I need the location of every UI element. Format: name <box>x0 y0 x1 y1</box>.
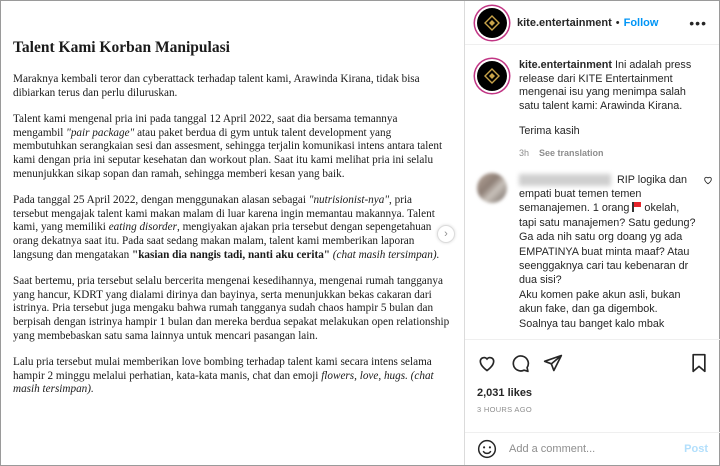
like-comment-heart-icon[interactable] <box>703 175 713 185</box>
likes-count[interactable]: 2,031 likes <box>477 387 533 399</box>
caption-thanks: Terima kasih <box>519 125 580 138</box>
comment-item <box>465 161 719 331</box>
document-title: Talent Kami Korban Manipulasi <box>13 39 230 56</box>
comment-input[interactable] <box>509 443 684 455</box>
red-flag-icon <box>632 202 641 212</box>
caption-avatar[interactable] <box>477 61 507 91</box>
comment-text-a: RIP logika dan empati buat temen temen semanajemen. 1 orang <box>519 173 688 215</box>
caption-body <box>519 59 707 161</box>
caption-meta <box>519 147 707 161</box>
add-comment-bar <box>465 432 720 465</box>
avatar[interactable] <box>477 8 507 38</box>
caption-time: 3h <box>519 147 530 158</box>
header-username[interactable]: kite.entertainment <box>517 16 612 29</box>
paragraph-1: Maraknya kembali teror dan cyberattack terhadap talent kami, Arawinda Kirana, tidak bisa dibiarkan terus dan perlu diluruskan. <box>13 73 420 99</box>
share-icon[interactable] <box>543 353 563 373</box>
follow-button[interactable]: Follow <box>623 16 659 29</box>
post-button[interactable]: Post <box>684 443 708 455</box>
separator-dot: • <box>615 16 620 29</box>
bookmark-icon[interactable] <box>690 353 708 373</box>
comment-text-b: okelah, tapi satu manajemen? Satu gedung? Ga ada nih satu org doang yg ada EMPATINYA buat minta maaf? Atau seenggaknya cari tau kebenaran dr dua sisi? <box>519 202 696 287</box>
press-release-document <box>1 1 464 397</box>
caption <box>465 45 719 161</box>
post-header <box>465 1 719 45</box>
comment-body <box>519 173 699 331</box>
paragraph-5: Lalu pria tersebut mulai memberikan love bombing terhadap talent kami secara intens selama hampir 2 minggu melalui perhatian, kata-kata manis, chat dan emoji flowers, love, hugs. (chat masih tersimpan). <box>13 356 434 396</box>
paragraph-4: Saat bertemu, pria tersebut selalu bercerita mengenai kesedihannya, mengenai rumah tangganya yang hancur, KDRT yang dialami dirinya dan bayinya, serta menunjukkan bekas cakaran dari istrinya. Pria tersebut juga mengaku bahwa rumah tangganya sudah chaos hampir 5 bulan dan berpisah dengan istrinya hampir 1 bulan dan mereka berdua sepakat melakukan open relationship yang membebaskan satu sama lainnya untuk mencari pasangan lain. <box>13 275 450 342</box>
blurred-username[interactable] <box>519 174 611 186</box>
comment-text-d: Soalnya tau banget kalo mbak <box>519 317 665 330</box>
kite-logo-icon <box>484 15 500 31</box>
post-image <box>1 1 464 465</box>
action-bar <box>465 339 720 414</box>
heart-icon[interactable] <box>477 353 497 373</box>
comment-icon[interactable] <box>510 353 530 373</box>
next-image-button[interactable] <box>437 225 455 243</box>
blurred-avatar[interactable] <box>477 173 507 203</box>
see-translation-link[interactable]: See translation <box>539 147 604 158</box>
kite-logo-icon <box>484 68 500 84</box>
comments-panel <box>464 1 719 465</box>
more-options-icon[interactable]: ••• <box>689 15 707 31</box>
caption-text: Ini adalah press release dari KITE Entertainment mengenai isu yang menimpa salah satu talent kami: Arawinda Kirana. <box>519 59 692 112</box>
caption-username[interactable]: kite.entertainment <box>519 59 612 71</box>
post-time: 3 HOURS AGO <box>477 405 532 414</box>
paragraph-3: Pada tanggal 25 April 2022, dengan menggunakan alasan sebagai "nutrisionist-nya", pria tersebut mengajak talent kami makan malam di luar karena ingin memantau makannya. Talent kami, yang memiliki eating disorder, mengiyakan ajakan pria tersebut dengan sepengetahuan orang dekatnya saat itu. Pada saat sedang makan malam, talent kami memberikan laporan langsung dan mengatakan "kasian dia nangis tadi, nanti aku cerita" (chat masih tersimpan). <box>13 194 440 261</box>
chevron-right-icon: › <box>444 228 448 240</box>
comment-text-c: Aku komen pake akun asli, bukan akun fake, dan ga digembok. <box>519 288 681 316</box>
paragraph-2: Talent kami mengenal pria ini pada tanggal 12 April 2022, saat dia bersama temannya mengambil "pair package" atau paket berdua di gym untuk talent development yang membutuhkan serangkaian sesi dan assesment, sehingga terjalin komunikasi intens antara talent kami dengan pria ini seputar kesehatan dan workout plan. Saat itu kami melihat pria ini selalu menunjukkan sikap sopan dan ramah, sehingga memberi kesan yang baik. <box>13 113 443 180</box>
action-icons <box>477 352 708 374</box>
emoji-icon[interactable] <box>477 439 497 459</box>
